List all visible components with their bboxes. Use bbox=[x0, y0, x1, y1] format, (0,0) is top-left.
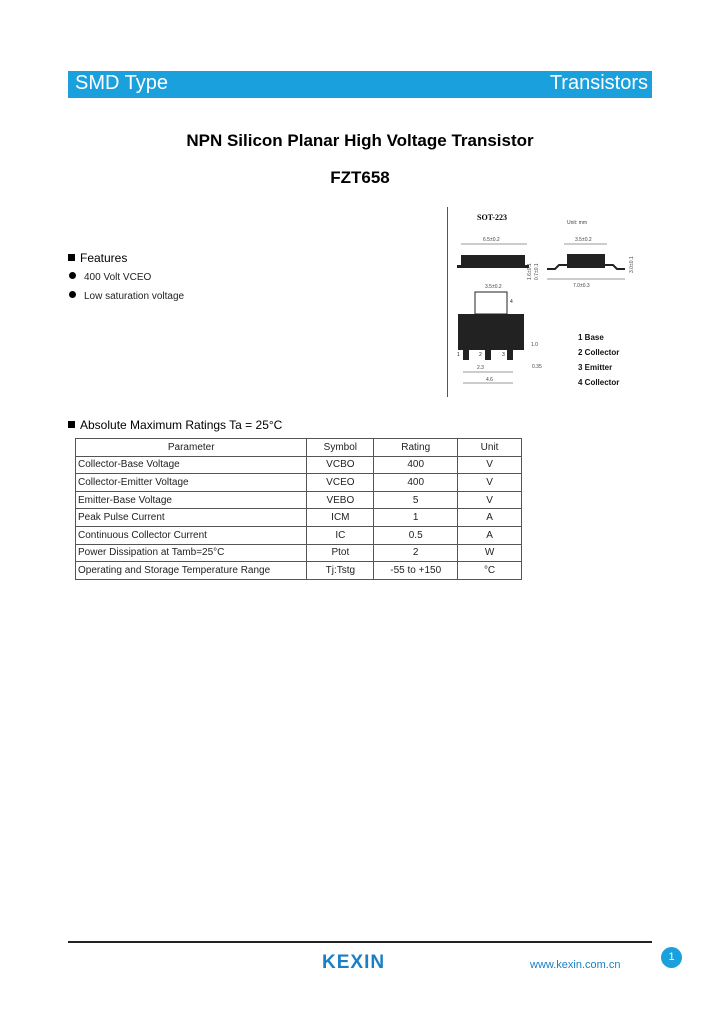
footer-divider bbox=[68, 941, 652, 943]
unit-cell: A bbox=[458, 509, 522, 527]
rating-cell: 1 bbox=[374, 509, 458, 527]
rating-cell: -55 to +150 bbox=[374, 562, 458, 580]
dim-label: 4.6 bbox=[486, 377, 493, 383]
header-bar bbox=[68, 71, 652, 98]
table-row bbox=[76, 491, 522, 509]
symbol-cell: ICM bbox=[307, 509, 374, 527]
param-cell: Collector-Emitter Voltage bbox=[76, 474, 307, 492]
table-header-row bbox=[76, 439, 522, 457]
square-bullet-icon bbox=[68, 421, 75, 428]
ratings-heading-text: Absolute Maximum Ratings Ta = 25°C bbox=[80, 418, 283, 432]
package-body-top bbox=[458, 314, 524, 350]
dim-label: 3.5±0.2 bbox=[485, 284, 502, 290]
pin-2-lead bbox=[485, 350, 491, 360]
package-unit: Unit: mm bbox=[567, 220, 587, 226]
param-cell: Continuous Collector Current bbox=[76, 526, 307, 544]
unit-cell: V bbox=[458, 474, 522, 492]
column-header: Parameter bbox=[76, 439, 307, 457]
param-cell: Emitter-Base Voltage bbox=[76, 491, 307, 509]
package-lead-side bbox=[457, 265, 529, 268]
dim-label: 0.35 bbox=[532, 364, 542, 370]
rating-cell: 0.5 bbox=[374, 526, 458, 544]
pin-number-label: 4 bbox=[510, 299, 513, 305]
rating-cell: 5 bbox=[374, 491, 458, 509]
table-row bbox=[76, 562, 522, 580]
unit-cell: V bbox=[458, 491, 522, 509]
pin-legend-4: 4 Collector bbox=[578, 378, 620, 387]
dot-bullet-icon bbox=[69, 272, 76, 279]
ratings-heading bbox=[68, 418, 282, 432]
column-header: Symbol bbox=[307, 439, 374, 457]
table-row bbox=[76, 526, 522, 544]
ratings-table bbox=[75, 438, 522, 580]
dot-bullet-icon bbox=[69, 291, 76, 298]
pin-number-label: 2 bbox=[479, 352, 482, 358]
rating-cell: 400 bbox=[374, 474, 458, 492]
symbol-cell: Tj:Tstg bbox=[307, 562, 374, 580]
unit-cell: A bbox=[458, 526, 522, 544]
table-row bbox=[76, 509, 522, 527]
column-header: Rating bbox=[374, 439, 458, 457]
feature-text: Low saturation voltage bbox=[84, 291, 185, 302]
package-name: SOT-223 bbox=[477, 213, 507, 222]
dim-label: 0.7±0.1 bbox=[534, 263, 540, 280]
unit-cell: °C bbox=[458, 562, 522, 580]
page-number: 1 bbox=[661, 947, 682, 968]
header-smd-type: SMD Type bbox=[75, 72, 168, 94]
dim-label: 6.5±0.2 bbox=[483, 237, 500, 243]
square-bullet-icon bbox=[68, 254, 75, 261]
package-outline-drawing bbox=[447, 207, 657, 397]
pin-legend-2: 2 Collector bbox=[578, 348, 620, 357]
pin-number-label: 1 bbox=[457, 352, 460, 358]
lead-bend bbox=[605, 265, 625, 269]
pin-legend-1: 1 Base bbox=[578, 333, 604, 342]
feature-text: 400 Volt VCEO bbox=[84, 272, 152, 283]
dim-label: 2.3 bbox=[477, 365, 484, 371]
symbol-cell: IC bbox=[307, 526, 374, 544]
lead-bend bbox=[547, 265, 567, 269]
table-row bbox=[76, 456, 522, 474]
param-cell: Power Dissipation at Tamb=25°C bbox=[76, 544, 307, 562]
unit-cell: W bbox=[458, 544, 522, 562]
pin-3-lead bbox=[507, 350, 513, 360]
table-row bbox=[76, 544, 522, 562]
dim-label: 7.0±0.3 bbox=[573, 283, 590, 289]
symbol-cell: VCEO bbox=[307, 474, 374, 492]
dim-label: 3.5±0.2 bbox=[575, 237, 592, 243]
param-cell: Operating and Storage Temperature Range bbox=[76, 562, 307, 580]
features-heading bbox=[68, 251, 127, 265]
param-cell: Collector-Base Voltage bbox=[76, 456, 307, 474]
part-number: FZT658 bbox=[330, 168, 390, 187]
dim-label: 1.6±0.1 bbox=[527, 263, 533, 280]
package-body-end bbox=[567, 254, 605, 268]
pin-number-label: 3 bbox=[502, 352, 505, 358]
symbol-cell: Ptot bbox=[307, 544, 374, 562]
feature-item bbox=[69, 291, 184, 302]
rating-cell: 400 bbox=[374, 456, 458, 474]
feature-item bbox=[69, 272, 151, 283]
dim-label: 1.0 bbox=[531, 342, 538, 348]
param-cell: Peak Pulse Current bbox=[76, 509, 307, 527]
website-link[interactable]: www.kexin.com.cn bbox=[530, 959, 621, 971]
pin-1-lead bbox=[463, 350, 469, 360]
pin-legend-3: 3 Emitter bbox=[578, 363, 613, 372]
unit-cell: V bbox=[458, 456, 522, 474]
table-row bbox=[76, 474, 522, 492]
features-heading-text: Features bbox=[80, 251, 128, 265]
kexin-logo: KEXIN bbox=[322, 952, 386, 973]
document-title: NPN Silicon Planar High Voltage Transistor bbox=[186, 131, 534, 150]
symbol-cell: VEBO bbox=[307, 491, 374, 509]
column-header: Unit bbox=[458, 439, 522, 457]
tab-pin-outline bbox=[475, 292, 507, 314]
rating-cell: 2 bbox=[374, 544, 458, 562]
header-transistors: Transistors bbox=[549, 72, 648, 94]
symbol-cell: VCBO bbox=[307, 456, 374, 474]
dim-label: 3.0±0.1 bbox=[629, 256, 635, 273]
